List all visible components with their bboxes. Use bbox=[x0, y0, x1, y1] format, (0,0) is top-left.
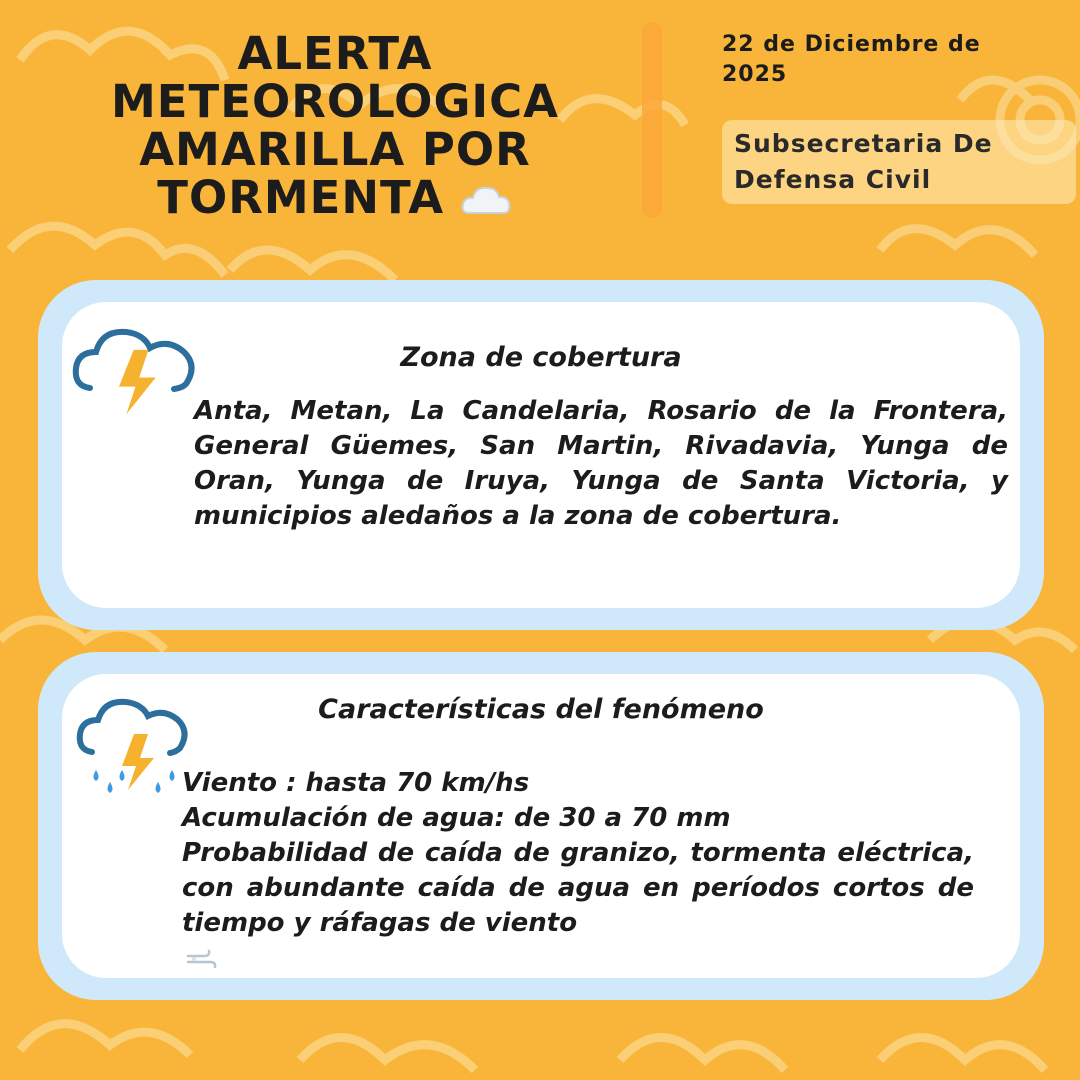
alert-date: 22 de Diciembre de 2025 bbox=[722, 32, 981, 87]
title-line-1: ALERTA bbox=[237, 27, 433, 80]
title-line-4: TORMENTA bbox=[80, 174, 590, 222]
phenomenon-text bbox=[182, 766, 974, 941]
coverage-card bbox=[38, 280, 1044, 630]
title-line-2: METEOROLOGICA bbox=[111, 75, 559, 128]
coverage-card-body bbox=[62, 302, 1020, 608]
organization-name: Subsecretaria De Defensa Civil bbox=[722, 120, 1076, 204]
thunder-cloud-icon bbox=[70, 316, 204, 430]
title-line-3: AMARILLA POR bbox=[139, 123, 531, 176]
coverage-list: Anta, Metan, La Candelaria, Rosario de la Frontera, General Güemes, San Martin, Rivadavia, Yunga de Oran, Yunga de Iruya, Yunga de Santa Victoria, y municipios aledaños a la zona de cobertura. bbox=[194, 396, 1008, 531]
phenomenon-description: Probabilidad de caída de granizo, tormenta eléctrica, con abundante caída de agua en períodos cortos de tiempo y ráfagas de viento bbox=[182, 838, 974, 938]
phenomenon-title: Características del fenómeno bbox=[318, 694, 764, 725]
alert-title bbox=[80, 27, 590, 224]
phenomenon-card bbox=[38, 652, 1044, 1000]
coverage-title: Zona de cobertura bbox=[400, 342, 682, 373]
wind-speed: Viento : hasta 70 km/hs bbox=[182, 768, 530, 798]
storm-cloud-icon bbox=[461, 181, 513, 217]
coverage-text bbox=[194, 394, 1008, 534]
phenomenon-card-body bbox=[62, 674, 1020, 978]
water-accumulation: Acumulación de agua: de 30 a 70 mm bbox=[182, 803, 731, 833]
wind-gust-icon bbox=[186, 948, 220, 970]
header-divider bbox=[642, 22, 662, 218]
